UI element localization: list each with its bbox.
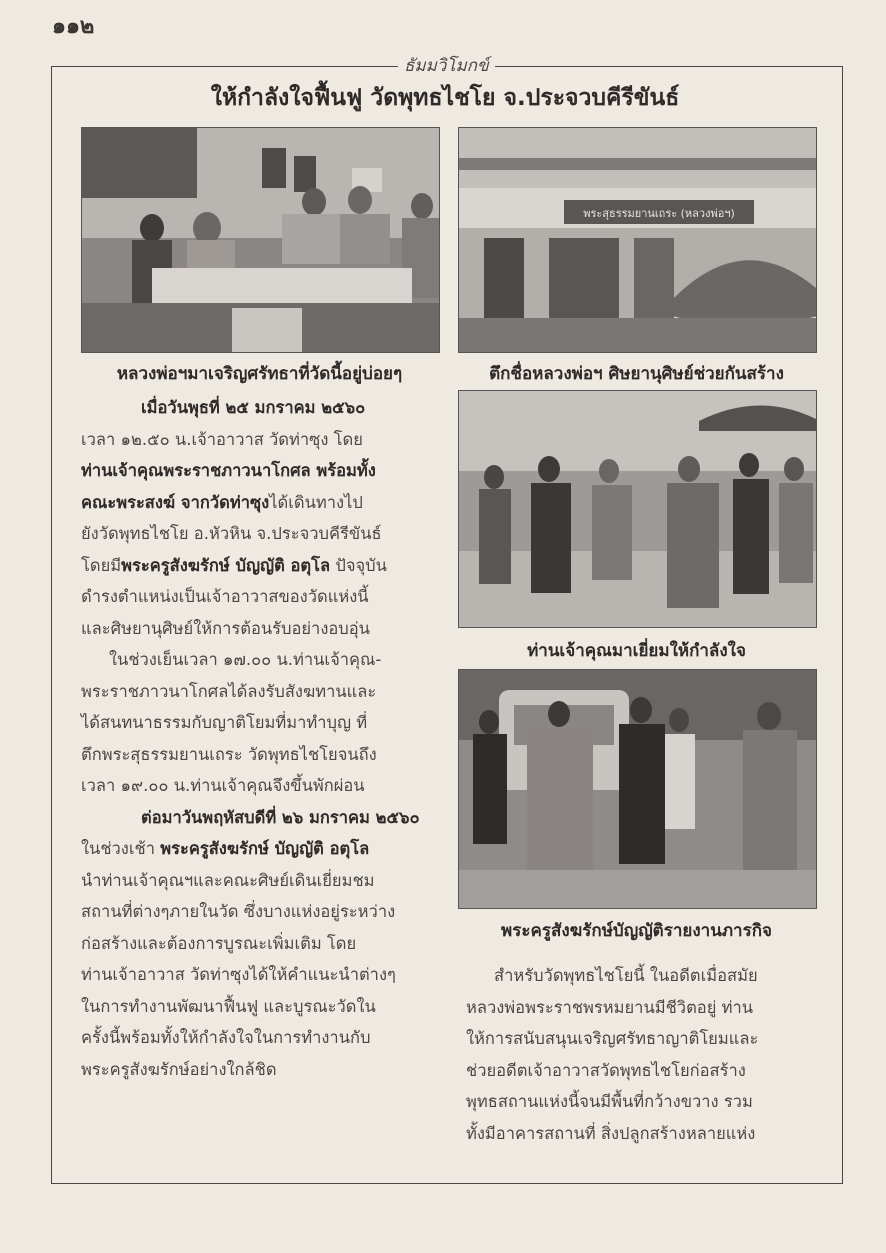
photo-monks-at-table — [81, 127, 440, 353]
text-fragment: ได้เดินทางไป — [269, 492, 363, 512]
text-line: เวลา ๑๒.๕๐ น.เจ้าอาวาส วัดท่าซุง โดย — [81, 429, 363, 449]
text-line: ดำรงตำแหน่งเป็นเจ้าอาวาสของวัดแห่งนี้ — [81, 587, 369, 606]
text-line: ได้สนทนาธรรมกับญาติโยมที่มาทำบุญ ที่ — [81, 713, 368, 732]
caption-photo-2: ตึกชื่อหลวงพ่อฯ ศิษยานุศิษย์ช่วยกันสร้าง — [489, 364, 784, 384]
article-headline: ให้กำลังใจฟื้นฟู วัดพุทธไชโย จ.ประจวบคีรีขันธ์ — [210, 85, 680, 111]
text-line: ท่านเจ้าอาวาส วัดท่าซุงได้ให้คำแนะนำต่างๆ — [81, 965, 396, 984]
text-line: ในการทำงานพัฒนาฟื้นฟู และบูรณะวัดใน — [81, 996, 376, 1016]
text-line: เมื่อวันพุธที่ ๒๕ มกราคม ๒๕๖๐ — [141, 398, 366, 417]
text-line: พระราชภาวนาโกศลได้ลงรับสังฆทานและ — [81, 681, 377, 701]
caption-photo-4: พระครูสังฆรักษ์บัญญัติรายงานภารกิจ — [501, 921, 772, 941]
text-line: นำท่านเจ้าคุณฯและคณะศิษย์เดินเยี่ยมชม — [81, 870, 375, 890]
text-fragment: คณะพระสงฆ์ จากวัดท่าซุง — [81, 492, 270, 512]
photo-group-walking — [458, 390, 817, 628]
photo-monks-by-van — [458, 669, 817, 909]
text-line: ตึกพระสุธรรมยานเถระ วัดพุทธไชโยจนถึง — [81, 744, 377, 764]
text-line: พุทธสถานแห่งนี้จนมีพื้นที่กว้างขวาง รวม — [466, 1092, 753, 1111]
page-number: ๑๑๒ — [52, 14, 95, 39]
text-fragment: ในช่วงเช้า — [81, 839, 161, 858]
text-fragment: พระครูสังฆรักษ์ บัญญัติ อตุโล — [160, 839, 370, 858]
text-line: ยังวัดพุทธไชโย อ.หัวหิน จ.ประจวบคีรีขันธ์ — [81, 524, 382, 543]
text-line: ช่วยอดีตเจ้าอาวาสวัดพุทธไชโยก่อสร้าง — [466, 1060, 746, 1080]
running-head: ธัมมวิโมกข์ — [398, 52, 495, 79]
text-fragment: พระครูสังฆรักษ์ บัญญัติ อตุโล — [121, 555, 331, 575]
text-line: ในช่วงเย็นเวลา ๑๗.๐๐ น.ท่านเจ้าคุณ- — [109, 650, 382, 669]
building-sign-text: พระสุธรรมยานเถระ (หลวงพ่อฯ) — [583, 207, 735, 220]
text-line: ทั้งมีอาคารสถานที่ สิ่งปลูกสร้างหลายแห่ง — [466, 1123, 756, 1143]
photo-building — [458, 127, 817, 353]
text-line: ให้การสนับสนุนเจริญศรัทธาญาติโยมและ — [466, 1029, 759, 1048]
text-line: สถานที่ต่างๆภายในวัด ซึ่งบางแห่งอยู่ระหว่าง — [81, 902, 396, 921]
text-line: เวลา ๑๙.๐๐ น.ท่านเจ้าคุณจึงขึ้นพักผ่อน — [81, 776, 365, 795]
text-fragment: ปัจจุบัน — [330, 555, 387, 575]
text-line: ท่านเจ้าคุณพระราชภาวนาโกศล พร้อมทั้ง — [81, 461, 376, 480]
right-column-text — [466, 960, 826, 1149]
text-line: ก่อสร้างและต้องการบูรณะเพิ่มเติม โดย — [81, 933, 357, 953]
caption-photo-1: หลวงพ่อฯมาเจริญศรัทธาที่วัดนี้อยู่บ่อยๆ — [116, 364, 403, 384]
text-line: ต่อมาวันพฤหัสบดีที่ ๒๖ มกราคม ๒๕๖๐ — [141, 807, 420, 827]
text-line: หลวงพ่อพระราชพรหมยานมีชีวิตอยู่ ท่าน — [466, 997, 754, 1017]
caption-photo-3: ท่านเจ้าคุณมาเยี่ยมให้กำลังใจ — [527, 641, 746, 661]
text-fragment: โดยมี — [81, 555, 122, 575]
text-line: และศิษยานุศิษย์ให้การต้อนรับอย่างอบอุ่น — [81, 618, 370, 638]
text-line: สำหรับวัดพุทธไชโยนี้ ในอดีตเมื่อสมัย — [494, 966, 758, 985]
text-line: พระครูสังฆรักษ์อย่างใกล้ชิด — [81, 1059, 277, 1079]
left-column-text — [81, 392, 441, 1085]
text-line: ครั้งนี้พร้อมทั้งให้กำลังใจในการทำงานกับ — [81, 1028, 371, 1047]
